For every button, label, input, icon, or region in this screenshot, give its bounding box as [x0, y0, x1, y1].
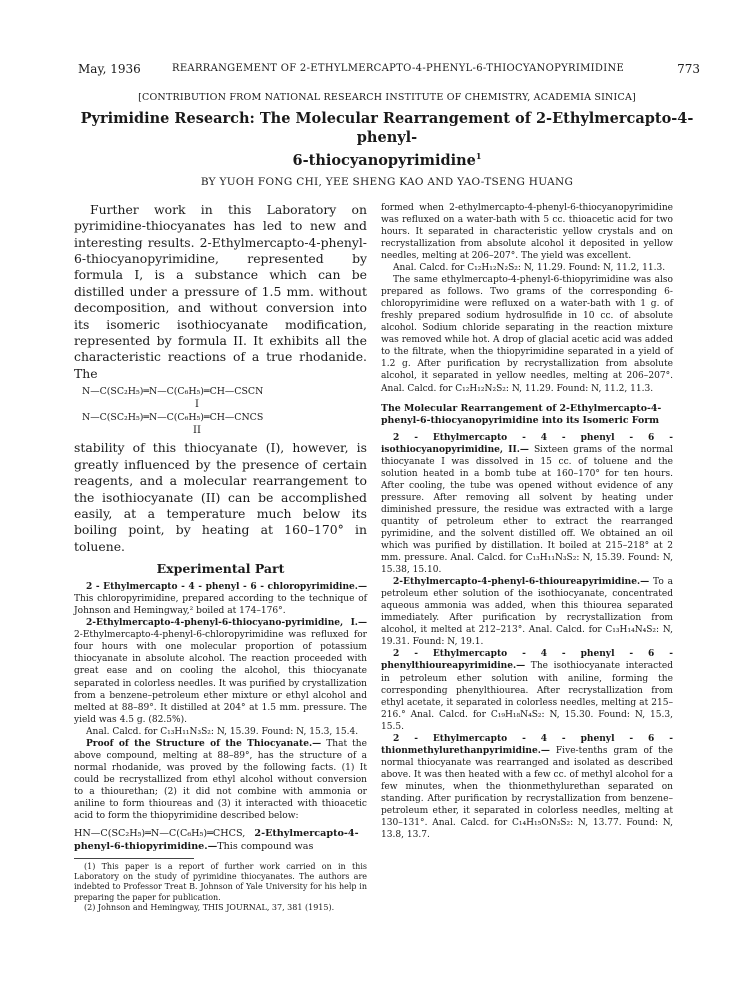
- paragraph-thioureapyrimidine: [381, 576, 673, 648]
- formula-thiopyrimidine: [74, 827, 367, 853]
- paragraph-body: The isothiocyanate interacted in petroleum ether solution with aniline, forming the corresponding phenylthiourea. After recrystallization from ethyl acetate, it separated in colorless needles, melting at 215–216.° Anal. Calcd. for C₁₉H₁₈N₄S₂: N, 15.30. Found: N, 15.3, 15.5.: [381, 661, 673, 732]
- paragraph-body: This compound was: [217, 841, 314, 853]
- formula-ii-number: II: [193, 425, 201, 437]
- author-line: BY YUOH FONG CHI, YEE SHENG KAO AND YAO-TSENG HUANG: [200, 175, 574, 188]
- paragraph-isothiocyanopyrimidine: [381, 432, 673, 577]
- paper-title-line2-text: 6-thiocyanopyrimidine: [292, 151, 476, 169]
- subsection-heading: The Molecular Rearrangement of 2-Ethylmercapto-4-phenyl-6-thiocyanopyrimidine into its Isomeric Form: [381, 402, 662, 427]
- formula-i: [82, 385, 367, 437]
- right-column: [381, 202, 673, 841]
- section-heading: Experimental Part: [156, 561, 285, 577]
- formula-text: HN—C(SC₂H₅)═N—C(C₆H₅)═CHCS,: [74, 828, 246, 840]
- footnote-1: (1) This paper is a report of further work carried on in this Laboratory on the study of pyrimidine thiocyanates. The authors are indebted to Professor Treat B. Johnson of Yale University for his help in preparing the paper for publication.: [74, 862, 367, 902]
- paragraph-proof-of-structure: [74, 738, 367, 822]
- paragraph-heading: 2 - Ethylmercapto - 4 - phenyl - 6 - thionmethylurethanpyrimidine.—: [381, 733, 673, 756]
- journal-page: [72, 62, 702, 912]
- paragraph-alternate-preparation: The same ethylmercapto-4-phenyl-6-thiopyrimidine was also prepared as follows. Two grams of the corresponding 6-chloropyrimidine were refluxed on a water-bath with 1 g. of freshly prepared sodium hydrosulfide in 10 cc. of absolute alcohol. Sodium chloride separating in the reaction mixture was removed while hot. A drop of glacial acetic acid was added to the filtrate, when the thiopyrimidine separated in a yield of 1.2 g. After purification by recrystallization from absolute alcohol, it separated in yellow needles, melting at 206–207°. Anal. Calcd. for C₁₂H₁₂N₂S₂: N, 11.29. Found: N, 11.2, 11.3.: [381, 275, 673, 394]
- formula-ii-text: N—C(SC₂H₅)═N—C(C₆H₅)═CH—CNCS: [82, 412, 264, 424]
- paragraph-chloropyrimidine: [74, 581, 367, 617]
- paragraph-body: To a petroleum ether solution of the isothiocyanate, concentrated aqueous ammonia was added, when this thiourea separated immediately. After purification by recrystallization from alcohol, it melted at 212–213°. Anal. Calcd. for C₁₃H₁₄N₄S₂: N, 19.31. Found: N, 19.1.: [381, 577, 673, 648]
- paragraph-body: Sixteen grams of the normal thiocyanate I was dissolved in 15 cc. of toluene and the solution heated in a bomb tube at 160–170° for ten hours. After cooling, the tube was opened without evidence of any pressure. After removing all solvent by heating under diminished pressure, the residue was extracted with a large quantity of petroleum ether to extract the rearranged pyrimidine, and the solvent distilled off. We obtained an oil which was purified by distillation. It boiled at 215–218° at 2 mm. pressure. Anal. Calcd. for C₁₃H₁₁N₃S₂: N, 15.39. Found: N, 15.38, 15.10.: [381, 444, 673, 576]
- paragraph-heading: 2-Ethylmercapto-4-phenyl-6-thiocyano-pyrimidine, I.—: [86, 618, 367, 629]
- paragraph-heading: 2 - Ethylmercapto - 4 - phenyl - 6 - isothiocyanopyrimidine, II.—: [381, 432, 673, 455]
- formula-i-text: N—C(SC₂H₅)═N—C(C₆H₅)═CH—CSCN: [82, 386, 264, 398]
- paper-title: [72, 109, 702, 170]
- paragraph-body: 2-Ethylmercapto-4-phenyl-6-chloropyrimidine was refluxed for four hours with one molecular proportion of potassium thiocyanate in absolute alcohol. The reaction proceeded with great ease and on cooling the alcohol, this thiocyanate separated in colorless needles. It was purified by crystallization from a benzene–petroleum ether mixture or ethyl alcohol and melted at 88–89°. It distilled at 204° at 1.5 mm. pressure. The yield was 4.5 g. (82.5%).: [74, 630, 367, 725]
- page-number: 773: [677, 62, 700, 76]
- paragraph-body: That the above compound, melting at 88–89°, has the structure of a normal rhodanide, was proved by the following facts. (1) It could be recrystallized from ethyl alcohol without conversion to a thiourethan; (2) it did not combine with ammonia or aniline to form thioureas and (3) it interacted with thioacetic acid to form the thiopyrimidine described below:: [74, 738, 367, 822]
- left-column: [74, 202, 367, 913]
- running-head-title: REARRANGEMENT OF 2-ETHYLMERCAPTO-4-PHENYL-6-THIOCYANOPYRIMIDINE: [172, 63, 625, 74]
- intro-paragraph-continued: stability of this thiocyanate (I), however, is greatly influenced by the presence of certain reagents, and a molecular rearrangement to the isothiocyanate (II) can be accomplished easily, at a temperature much below its boiling point, by heating at 160–170° in toluene.: [74, 440, 367, 554]
- paragraph-body: This chloropyrimidine, prepared according to the technique of Johnson and Hemingway,² boiled at 174–176°.: [74, 594, 367, 617]
- paragraph-heading: 2 - Ethylmercapto - 4 - phenyl - 6 - chloropyrimidine.—: [86, 582, 367, 593]
- paragraph-heading: Proof of the Structure of the Thiocyanate.—: [86, 738, 322, 749]
- paragraph-thiocyanopyrimidine: [74, 617, 367, 725]
- paragraph-heading: 2-Ethylmercapto-4-phenyl-6-thioureapyrimidine.—: [393, 577, 650, 588]
- paper-title-line1: Pyrimidine Research: The Molecular Rearrangement of 2-Ethylmercapto-4-phenyl-: [80, 110, 694, 146]
- paragraph-thiopyrimidine-continued: formed when 2-ethylmercapto-4-phenyl-6-thiocyanopyrimidine was refluxed on a water-bath with 5 cc. thioacetic acid for two hours. It separated in characteristic yellow crystals and on recrystallization from absolute alcohol it deposited in yellow needles, melting at 206–207°. The yield was excellent.: [381, 202, 673, 262]
- paragraph-phenylthioureapyrimidine: [381, 648, 673, 732]
- intro-paragraph: Further work in this Laboratory on pyrimidine-thiocyanates has led to new and interesting results. 2-Ethylmercapto-4-phenyl-6-thiocyanopyrimidine, represented by formula I, is a substance which can be distilled under a pressure of 1.5 mm. without decomposition, and without conversion into its isomeric isothiocyanate modification, represented by formula II. It exhibits all the characteristic reactions of a true rhodanide. The: [74, 201, 367, 381]
- footnote-2: (2) Johnson and Hemingway, THIS JOURNAL, 37, 381 (1915).: [84, 902, 335, 912]
- paragraph-heading: 2-Ethylmercapto-4-phenyl-6-thiopyrimidine.—: [74, 828, 359, 853]
- paper-title-line2: [72, 147, 702, 170]
- contribution-line: [CONTRIBUTION FROM NATIONAL RESEARCH INSTITUTE OF CHEMISTRY, ACADEMIA SINICA]: [138, 92, 636, 103]
- running-head-date: May, 1936: [78, 62, 141, 76]
- title-footnote-marker: 1: [475, 151, 482, 161]
- paragraph-thionmethylurethan: [381, 733, 673, 841]
- analysis-line: Anal. Calcd. for C₁₂H₁₂N₂S₂: N, 11.29. Found: N, 11.2, 11.3.: [393, 263, 666, 274]
- running-head: [72, 62, 702, 80]
- paragraph-body: Five-tenths gram of the normal thiocyanate was rearranged and isolated as described above. It was then heated with a few cc. of methyl alcohol for a few minutes, when the thionmethylurethan separated on standing. After purification by recrystallization from benzene–petroleum ether, it separated in colorless needles, melting at 130–131°. Anal. Calcd. for C₁₄H₁₅ON₃S₂: N, 13.77. Found: N, 13.8, 13.7.: [381, 745, 673, 841]
- analysis-line: Anal. Calcd. for C₁₃H₁₁N₃S₂: N, 15.39. Found: N, 15.3, 15.4.: [86, 726, 359, 737]
- formula-i-number: I: [195, 399, 199, 411]
- footnote-rule: [74, 858, 194, 859]
- paragraph-heading: 2 - Ethylmercapto - 4 - phenyl - 6 - phenylthioureapyrimidine.—: [381, 649, 673, 672]
